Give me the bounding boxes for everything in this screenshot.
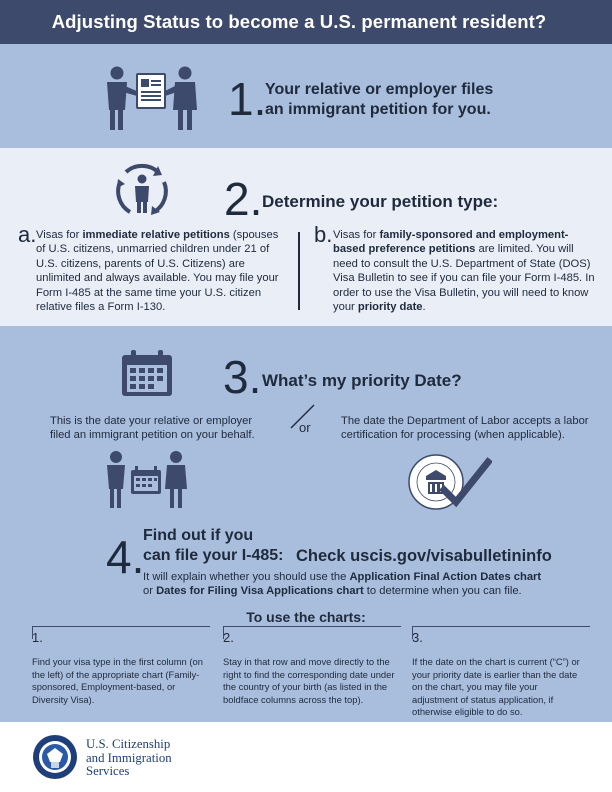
option-a-text [36,228,284,314]
two-people-holding-calendar-icon [104,450,188,510]
option-b-letter: b. [314,222,333,247]
step-1-section [0,44,612,148]
chart-step-2 [223,626,401,706]
step-4-number: 4. [106,531,145,583]
explain-post: to determine when you can file. [363,585,522,598]
step-1-text-line2: an immigrant petition for you. [265,101,491,118]
explain-pre: It will explain whether you should use the [143,571,350,583]
footer [0,722,612,792]
option-b-post: . [422,301,426,314]
step-4-section [0,516,612,722]
chart-step-3-text: If the date on the chart is current (“C”) or your priority date is earlier than the date on the chart, you may file your adjustment of status application, if otherwise eligible to do so. [412,656,580,718]
step-2-number: 2. [224,173,263,225]
page-title: Adjusting Status to become a U.S. permanent resident? [51,11,547,32]
explain-mid: or [143,585,157,598]
priority-date-right-text: The date the Department of Labor accepts a labor certification for processing (when applicable). [341,415,589,442]
step-4-line2: can file your I-485: [143,547,284,564]
option-b-bold: family-sponsored and employment-based preference petitions [333,229,569,256]
org-line3: Services [86,764,130,779]
charts-title: To use the charts: [246,609,366,625]
priority-date-left-text: This is the date your relative or employer filed an immigrant petition on your behalf. [50,415,255,442]
step-4-explanation [143,570,543,599]
page-title-bar [0,0,612,44]
option-a-pre: Visas for [36,229,83,241]
or-label: or [299,420,311,435]
chart-step-1-number: 1. [32,626,210,645]
person-cycle-arrows-icon [114,160,170,222]
step-2-title: Determine your petition type: [262,192,499,211]
department-of-labor-seal-icon [408,454,492,510]
step-4-line1: Find out if you [143,527,254,544]
chart-step-3-number: 3. [412,626,590,645]
option-divider [298,232,300,310]
calendar-icon [122,350,172,396]
explain-bold2: Dates for Filing Visa Applications chart [156,585,364,598]
dhs-seal-icon [32,734,78,780]
two-people-handing-document-icon [103,64,199,132]
chart-step-2-rule [223,626,224,639]
option-b-pre: Visas for [333,229,380,241]
chart-step-3-rule [412,626,413,639]
chart-step-1-rule [32,626,33,639]
org-line1: U.S. Citizenship [86,737,171,751]
step-3-title: What’s my priority Date? [262,371,462,390]
explain-bold1: Application Final Action Dates chart [349,571,542,583]
option-b-bold2: priority date [357,301,423,314]
step-1-text-line1: Your relative or employer files [265,81,494,98]
option-a-post: (spouses of U.S. citizens, unmarried children under 21 of U.S. citizens, parents of U.S. Citizens) are unlimited and always available. You may file your Form I-485 at the same time your U.S. citizen relative files a Form I-130. [36,229,279,314]
option-a-letter: a. [18,222,37,247]
uscis-wordmark [86,738,172,779]
visa-bulletin-link[interactable]: Check uscis.gov/visabulletininfo [296,547,552,565]
option-b-mid: are limited. You will need to consult the U.S. Department of State (DOS) Visa Bulletin to see if you can file your Form I-485. In order to use the Visa Bulletin, you will need to know your [333,243,595,314]
step-3-number: 3. [223,351,262,403]
step-1-text [265,80,493,120]
option-a-bold: immediate relative petitions [82,229,230,241]
chart-step-1 [32,626,210,706]
org-line2: and Immigration [86,750,172,765]
step-4-heading [143,526,284,566]
step-3-section [0,326,612,516]
chart-step-3 [412,626,590,719]
step-1-number: 1. [228,73,267,125]
chart-step-1-text: Find your visa type in the first column (on the left) of the appropriate chart (Family-sponsored, Employment-based, or Diversity Visa). [32,656,203,705]
chart-step-2-text: Stay in that row and move directly to the right to find the corresponding date under the country of your birth (as listed in the boldface columns across the top). [223,656,395,705]
step-2-section [0,148,612,326]
option-b-text [333,228,595,314]
chart-step-2-number: 2. [223,626,401,645]
